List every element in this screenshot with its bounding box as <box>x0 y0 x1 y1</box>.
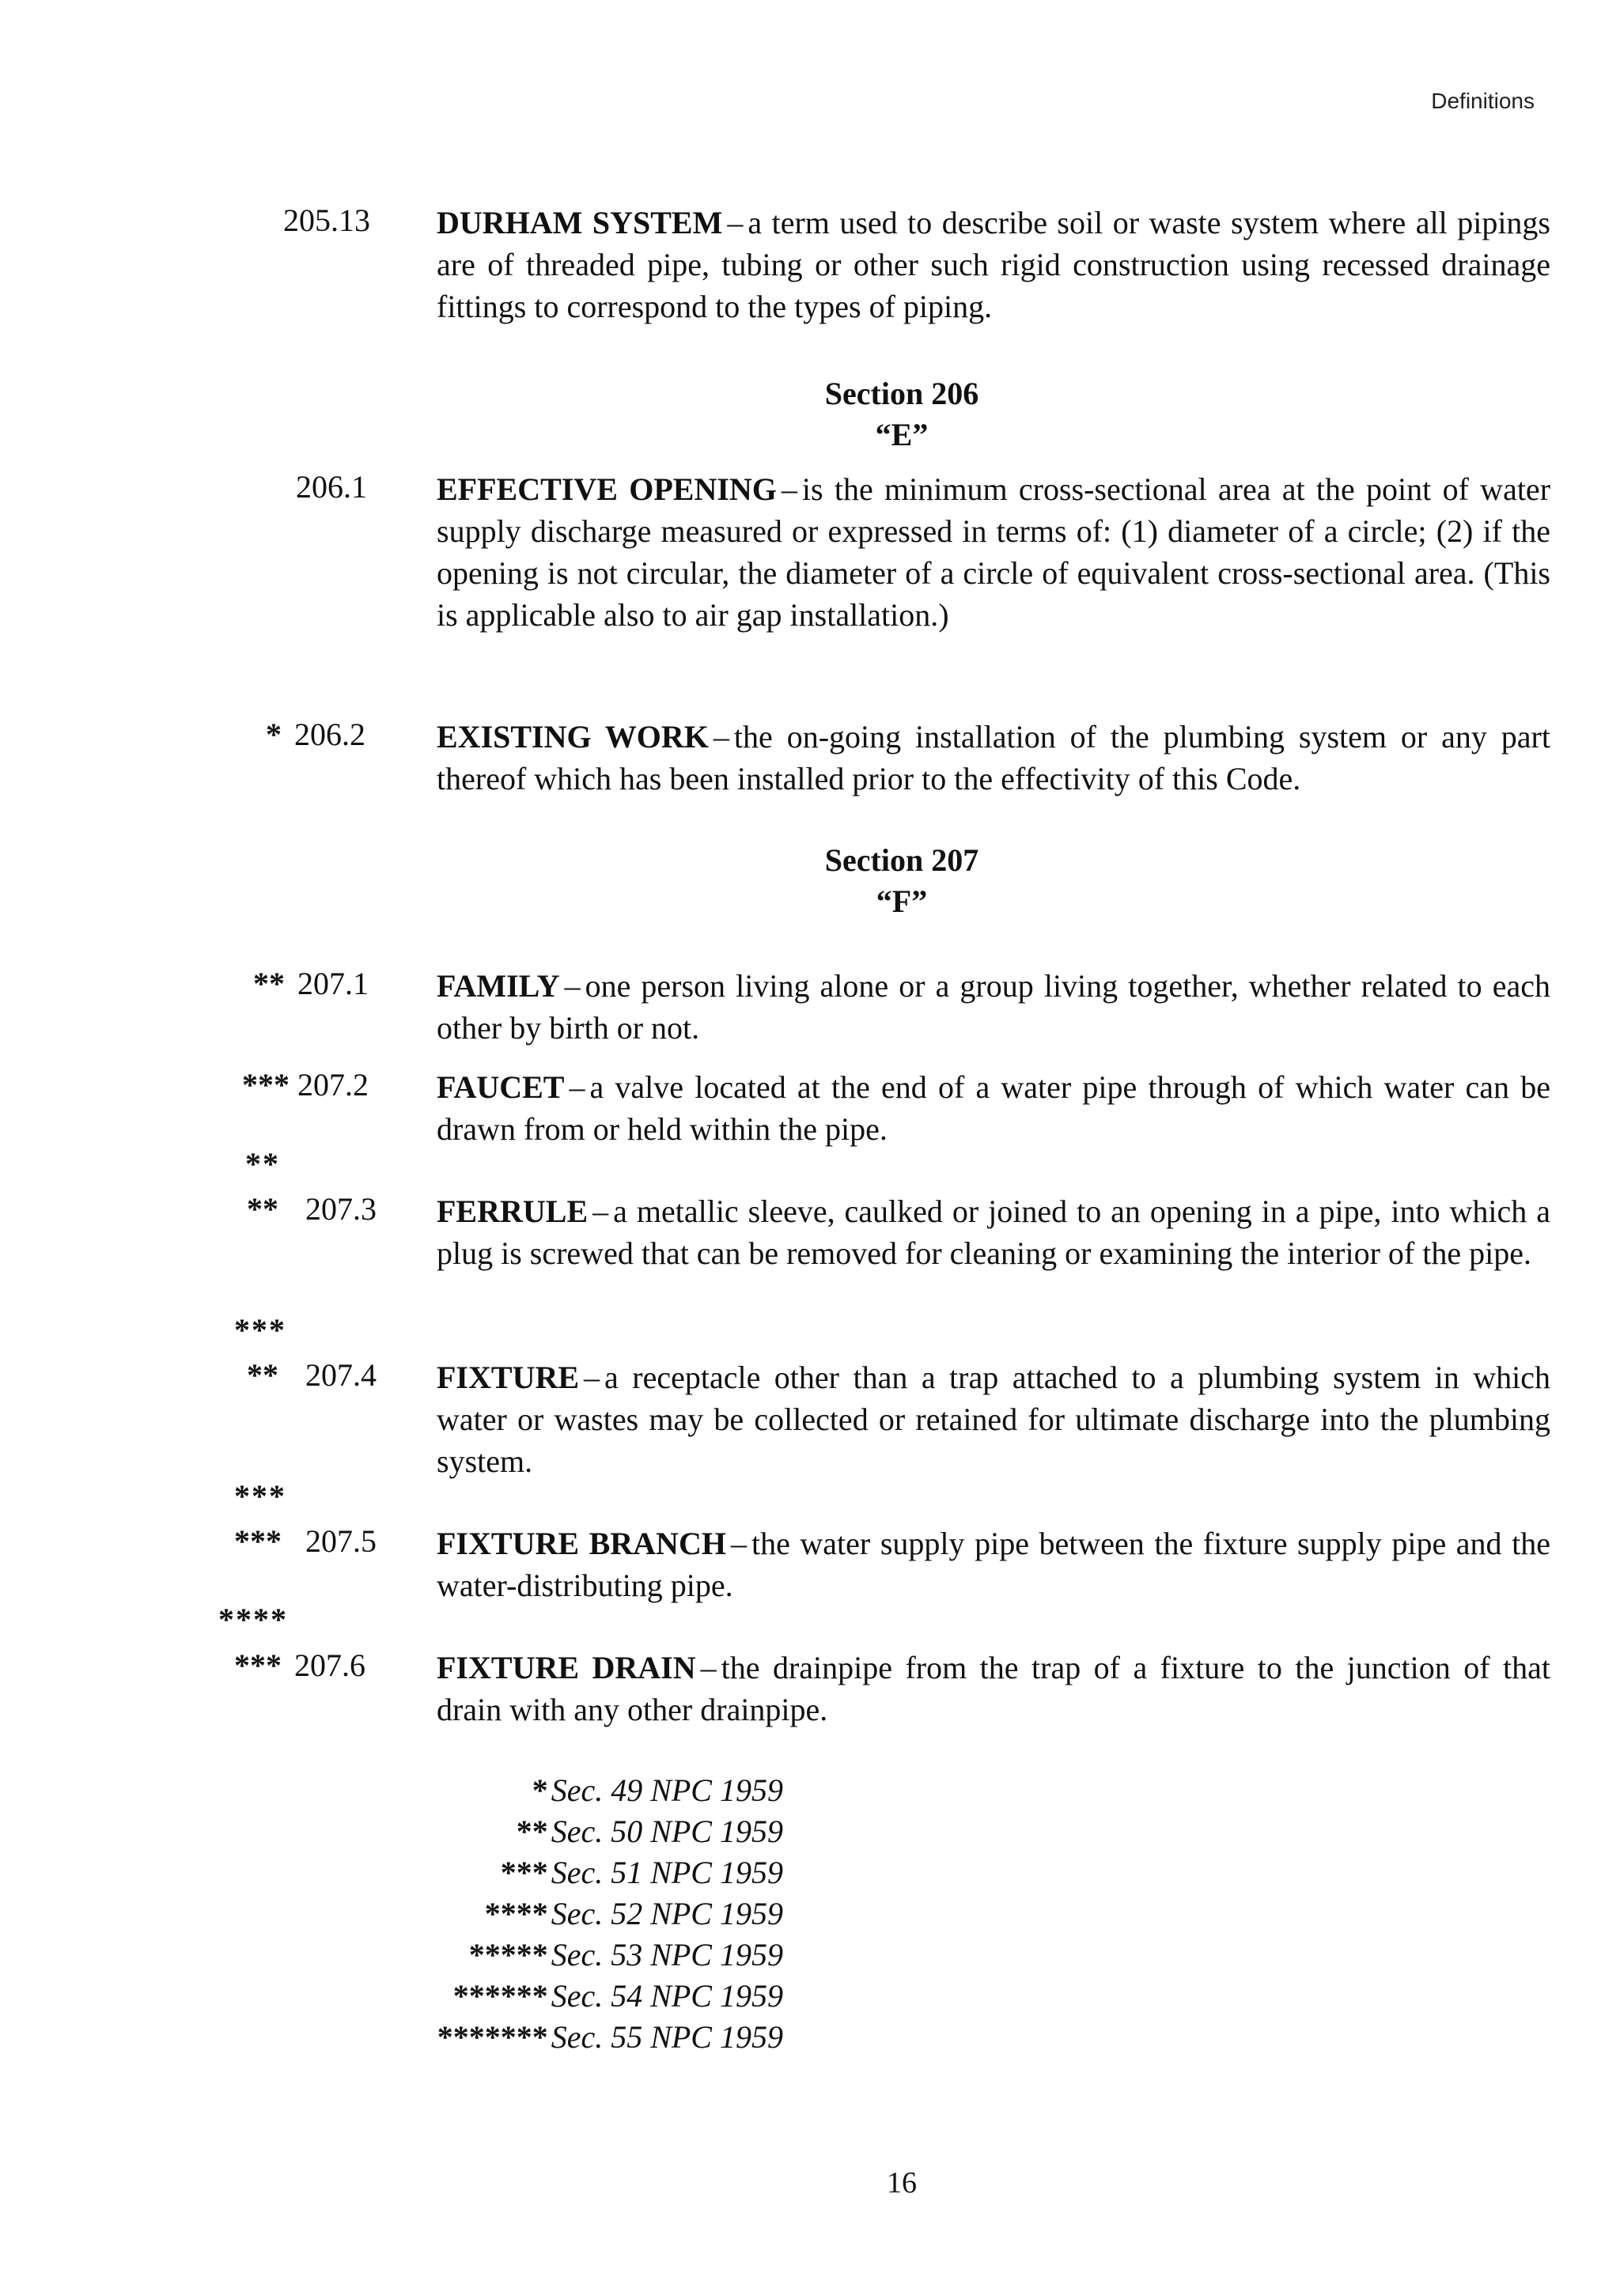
definition-dash: – <box>569 1069 585 1105</box>
definition-text <box>437 202 1550 327</box>
section-heading <box>0 373 1620 456</box>
entry-number: 207.2 <box>297 1067 369 1103</box>
entry-number: 205.13 <box>283 202 370 238</box>
definition-dash: – <box>564 968 581 1004</box>
section-title: Section 206 <box>824 376 979 411</box>
footnote-text: Sec. 50 NPC 1959 <box>551 1814 783 1849</box>
amendment-marker: *** <box>242 1067 290 1103</box>
definition-body: one person living alone or a group living together, whether related to each other by birth or not. <box>437 968 1550 1046</box>
definition-term: DURHAM SYSTEM <box>437 205 723 240</box>
definition-text <box>437 965 1550 1049</box>
page-number: 16 <box>887 2166 917 2200</box>
running-header: Definitions <box>1431 89 1535 113</box>
amendment-marker: ** <box>253 966 285 1001</box>
definition-term: FIXTURE <box>437 1360 580 1395</box>
footnotes <box>0 1770 783 2058</box>
definition-dash: – <box>781 471 797 507</box>
entry-number: 207.1 <box>297 966 369 1001</box>
footnote <box>0 1811 783 1852</box>
definition-term: EFFECTIVE OPENING <box>437 471 777 507</box>
amendment-marker: * <box>266 717 282 752</box>
definition-body: is the minimum cross-sectional area at the point of water supply discharge measured or expressed in terms of: (1) diameter of a circle; (2) if the opening is not circular, the diameter of a circle of equivalent cross-sectional area. (This is applicable also to air gap installation.) <box>437 471 1551 633</box>
definition-term: FIXTURE DRAIN <box>437 1650 696 1685</box>
amendment-marker: *** <box>234 1647 282 1683</box>
footnote <box>0 1935 783 1976</box>
definition-text <box>437 1190 1550 1274</box>
definition-text <box>437 1356 1550 1482</box>
section-title: Section 207 <box>824 842 979 878</box>
amendment-marker: *** <box>234 1478 286 1514</box>
definition-text <box>437 716 1550 800</box>
definition-body: a valve located at the end of a water pipe through of which water can be drawn from or held within the pipe. <box>437 1069 1550 1147</box>
footnote-text: Sec. 54 NPC 1959 <box>551 1978 783 2014</box>
section-letter: “F” <box>876 883 928 919</box>
definition-text <box>437 1647 1550 1731</box>
footnote-stars: ****** <box>452 1978 548 2014</box>
definition-dash: – <box>592 1193 609 1229</box>
entry-number: 207.3 <box>305 1191 377 1227</box>
definition-body: the drainpipe from the trap of a fixture to the junction of that drain with any other drainpipe. <box>437 1650 1550 1727</box>
definition-text <box>437 1066 1550 1150</box>
footnote-text: Sec. 49 NPC 1959 <box>551 1772 783 1808</box>
definition-body: a metallic sleeve, caulked or joined to an opening in a pipe, into which a plug is screwed that can be removed for cleaning or examining the interior of the pipe. <box>437 1193 1550 1271</box>
definition-term: FERRULE <box>437 1193 589 1229</box>
definition-term: FAUCET <box>437 1069 565 1105</box>
definition-term: EXISTING WORK <box>437 719 709 755</box>
footnote-stars: *** <box>500 1855 548 1890</box>
definition-dash: – <box>730 1526 747 1561</box>
footnote <box>0 1893 783 1935</box>
definition-term: FAMILY <box>437 968 560 1004</box>
footnote <box>0 1976 783 2017</box>
definition-dash: – <box>727 205 744 240</box>
definition-term: FIXTURE BRANCH <box>437 1526 726 1561</box>
footnote-text: Sec. 55 NPC 1959 <box>551 2019 783 2055</box>
footnote-stars: **** <box>484 1896 548 1931</box>
definition-body: a term used to describe soil or waste system where all pipings are of threaded pipe, tubing or other such rigid construction using recessed drainage fittings to correspond to the types of piping. <box>437 205 1550 324</box>
footnote-text: Sec. 53 NPC 1959 <box>551 1937 783 1973</box>
footnote-stars: ** <box>516 1814 548 1849</box>
definition-body: the on-going installation of the plumbing system or any part thereof which has been installed prior to the effectivity of this Code. <box>437 719 1550 796</box>
footnote-text: Sec. 52 NPC 1959 <box>551 1896 783 1931</box>
amendment-marker: *** <box>234 1523 282 1559</box>
definition-dash: – <box>700 1650 717 1685</box>
footnote-stars: ***** <box>468 1937 548 1973</box>
footnote-stars: ******* <box>437 2019 548 2055</box>
definition-text <box>437 468 1550 636</box>
amendment-marker: ** <box>247 1191 278 1227</box>
entry-number: 206.1 <box>296 469 367 505</box>
entry-number: 207.5 <box>305 1523 377 1559</box>
definition-body: the water supply pipe between the fixture supply pipe and the water-distributing pipe. <box>437 1526 1550 1603</box>
footnote-stars: * <box>532 1772 548 1808</box>
entry-number: 206.2 <box>294 717 365 752</box>
amendment-marker: **** <box>218 1602 288 1637</box>
definition-dash: – <box>584 1360 600 1395</box>
definition-dash: – <box>713 719 729 755</box>
footnote <box>0 2017 783 2058</box>
entry-number: 207.6 <box>294 1647 365 1683</box>
footnote-text: Sec. 51 NPC 1959 <box>551 1855 783 1890</box>
amendment-marker: ** <box>247 1357 278 1393</box>
entry-number: 207.4 <box>305 1357 377 1393</box>
section-letter: “E” <box>875 417 929 452</box>
footnote <box>0 1770 783 1811</box>
definition-text <box>437 1522 1550 1606</box>
amendment-marker: ** <box>245 1146 280 1182</box>
footnote <box>0 1852 783 1893</box>
section-heading <box>0 840 1620 922</box>
amendment-marker: *** <box>234 1312 286 1348</box>
definition-body: a receptacle other than a trap attached to a plumbing system in which water or wastes may be collected or retained for ultimate discharge into the plumbing system. <box>437 1360 1550 1479</box>
